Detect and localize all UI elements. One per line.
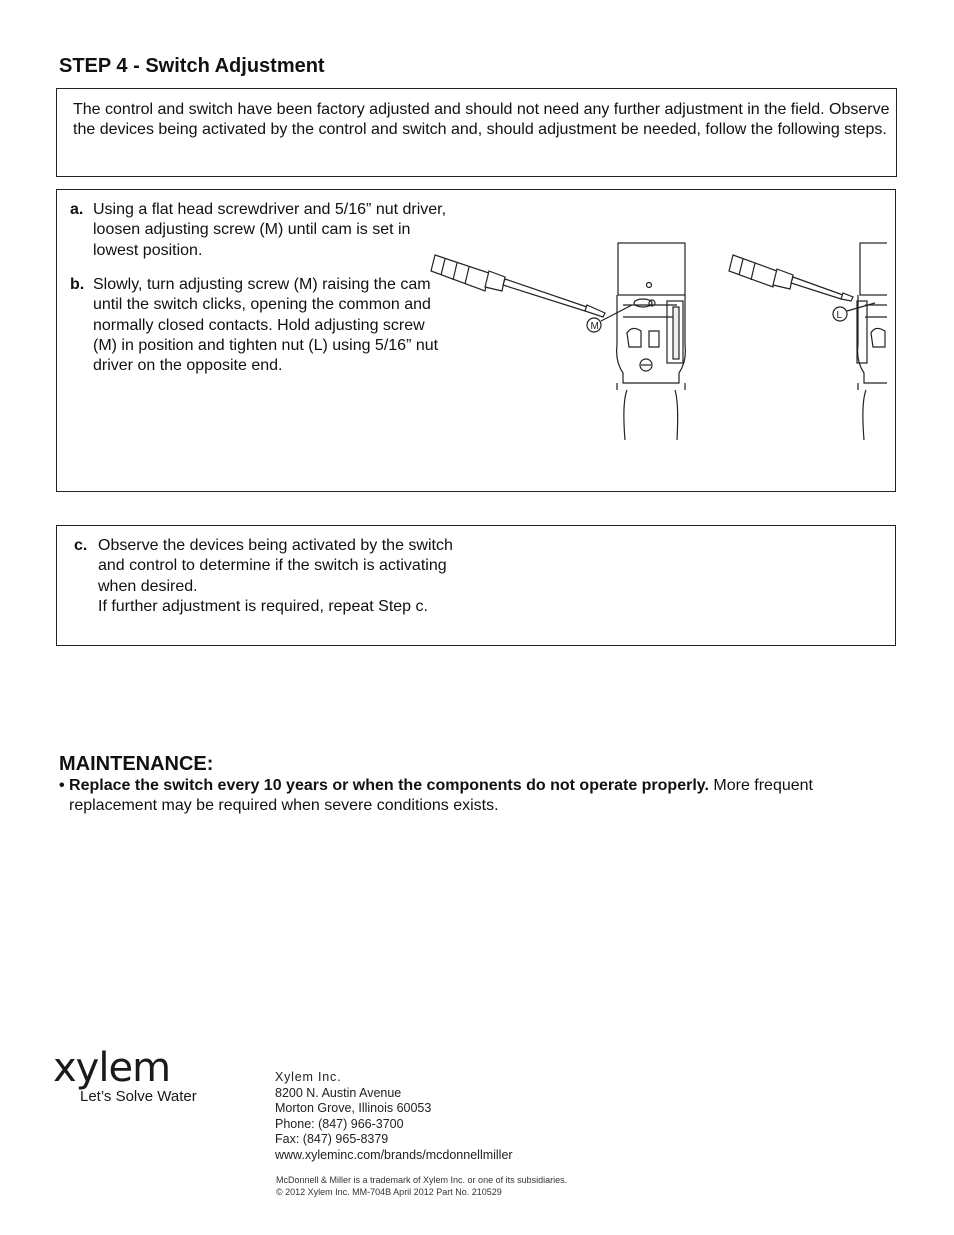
step-c-line: Observe the devices being activated by the switch	[98, 537, 453, 554]
address-line: www.xyleminc.com/brands/mcdonnellmiller	[275, 1147, 513, 1162]
step-c-line: If further adjustment is required, repeat Step c.	[98, 597, 428, 615]
legal-line: McDonnell & Miller is a trademark of Xylem Inc. or one of its subsidiaries.	[276, 1175, 568, 1185]
logo-wordmark: xylem	[53, 1045, 171, 1091]
step-a-letter: a.	[70, 201, 84, 218]
legal-line: © 2012 Xylem Inc. MM-704B April 2012 Part No. 210529	[276, 1187, 502, 1197]
label-l: L	[836, 310, 843, 321]
logo-tagline: Let’s Solve Water	[80, 1088, 197, 1105]
switch-adjustment-illustration	[427, 235, 887, 445]
step-c-text	[98, 536, 453, 617]
xylem-logo	[53, 1045, 197, 1105]
maintenance-rest-text-2: replacement may be required when severe conditions exists.	[69, 797, 499, 815]
step-b	[70, 275, 450, 376]
maintenance-title: MAINTENANCE:	[59, 753, 214, 775]
step-a	[70, 200, 450, 261]
address-line: Fax: (847) 965-8379	[275, 1132, 389, 1147]
address-line: 8200 N. Austin Avenue	[275, 1085, 402, 1100]
maintenance-bold-text: • Replace the switch every 10 years or when the components do not operate properly.	[59, 777, 709, 794]
address-line: Morton Grove, Illinois 60053	[275, 1101, 432, 1116]
right-switch-figure	[729, 243, 887, 440]
screwdriver-left-icon	[431, 255, 605, 317]
screwdriver-right-icon	[729, 255, 853, 301]
step-c-box	[56, 525, 896, 646]
left-switch-figure	[431, 243, 685, 440]
intro-box	[56, 88, 897, 177]
step-4-title: STEP 4 - Switch Adjustment	[59, 55, 325, 77]
company-address	[275, 1070, 513, 1164]
maintenance-text	[59, 776, 899, 817]
address-line: Phone: (847) 966-3700	[275, 1116, 404, 1131]
intro-text: The control and switch have been factory adjusted and should not need any further adjustment in the field. Observe the devices being activated by the control and switch and, should adjustment be needed, follow the following steps.	[73, 101, 890, 139]
step-a-text: Using a flat head screwdriver and 5/16” nut driver, loosen adjusting screw (M) until cam is set in lowest position.	[93, 201, 447, 259]
step-c-line: when desired.	[98, 577, 198, 595]
maintenance-rest-text: More frequent	[708, 777, 813, 794]
step-c-line: and control to determine if the switch is activating	[98, 557, 447, 575]
step-c-letter: c.	[74, 537, 88, 554]
steps-ab-box	[56, 189, 896, 492]
legal-notice	[276, 1174, 567, 1198]
step-b-letter: b.	[70, 276, 85, 293]
step-c	[74, 536, 494, 617]
step-b-text: Slowly, turn adjusting screw (M) raising the cam until the switch clicks, opening the common and normally closed contacts. Hold adjusting screw (M) in position and tighten nut (L) using 5/16” nut driver on the opposite end.	[93, 276, 439, 375]
address-line: Xylem Inc.	[275, 1070, 342, 1084]
label-m: M	[590, 321, 599, 332]
